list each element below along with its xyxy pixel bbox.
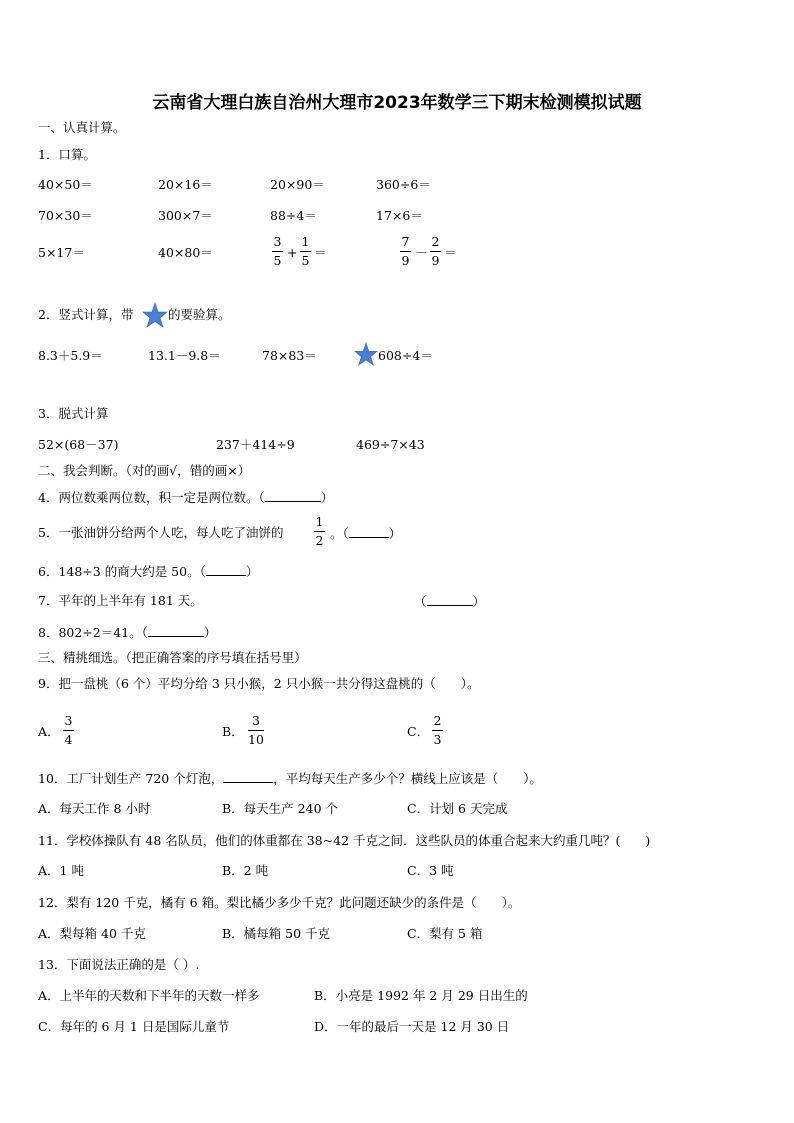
- option: A．上半年的天数和下半年的天数一样多: [38, 988, 260, 1003]
- vertical-item: 78×83＝: [262, 348, 317, 363]
- option: B．每天生产 240 个: [222, 801, 338, 816]
- answer-blank[interactable]: [206, 563, 246, 576]
- answer-blank[interactable]: [223, 770, 273, 783]
- oral-item: 5×17＝: [38, 245, 85, 260]
- equals: ＝: [444, 245, 457, 260]
- question-8: [38, 624, 216, 641]
- option: C．3 吨: [407, 863, 454, 878]
- question-10-text: 10．工厂计划生产 720 个灯泡，: [38, 771, 224, 786]
- question-9: 9．把一盘桃（6 个）平均分给 3 只小猴，2 只小猴一共分得这盘桃的（ ）。: [38, 676, 480, 691]
- question-7-text: 7．平年的上半年有 181 天。: [38, 593, 203, 608]
- close-paren: ）: [388, 526, 402, 541]
- step-item: 237＋414÷9: [216, 437, 295, 452]
- step-item: 52×(68－37): [38, 437, 119, 452]
- option: B．小亮是 1992 年 2 月 29 日出生的: [314, 988, 528, 1003]
- option: C．梨有 5 箱: [407, 926, 483, 941]
- question-5: [330, 525, 401, 542]
- question-6: [38, 563, 258, 580]
- section-1-heading: 一、认真计算。: [38, 120, 126, 135]
- oral-item: 300×7＝: [158, 208, 213, 223]
- page-title: 云南省大理白族自治州大理市2023年数学三下期末检测模拟试题: [152, 93, 642, 113]
- question-3: 3．脱式计算: [38, 406, 109, 421]
- equals: ＝: [314, 245, 327, 260]
- open-paren: （: [414, 594, 427, 609]
- answer-blank[interactable]: [349, 525, 389, 538]
- fraction: 1 2: [315, 514, 324, 548]
- question-6-text: 6．148÷3 的商大约是 50。（: [38, 564, 206, 579]
- question-11: 11．学校体操队有 48 名队员，他们的体重都在 38~42 千克之间．这些队员的体重合起来大约重几吨？( ): [38, 833, 651, 848]
- oral-item: 40×50＝: [38, 177, 93, 192]
- question-10-suffix: ，平均每天生产多少个？横线上应该是（ ）。: [273, 771, 542, 786]
- oral-item: 360÷6＝: [376, 177, 431, 192]
- question-7-answer: [414, 593, 485, 610]
- question-2-prefix: 2．竖式计算，带: [38, 307, 134, 322]
- option: A．1 吨: [38, 863, 84, 878]
- oral-item: 40×80＝: [158, 245, 213, 260]
- question-13: 13．下面说法正确的是（ ）.: [38, 957, 200, 972]
- option-fraction: 3 10: [248, 713, 264, 747]
- vertical-item: 8.3＋5.9＝: [38, 348, 103, 363]
- option-fraction: 2 3: [433, 713, 442, 747]
- section-2-heading: 二、我会判断。（对的画√，错的画×）: [38, 463, 251, 478]
- question-4-text: 4．两位数乘两位数，积一定是两位数。（: [38, 490, 265, 505]
- oral-item: 70×30＝: [38, 208, 93, 223]
- fraction: 1 5: [301, 234, 310, 268]
- oral-item: 20×90＝: [270, 177, 325, 192]
- option: A．梨每箱 40 千克: [38, 926, 146, 941]
- answer-blank[interactable]: [148, 624, 204, 637]
- question-12: 12．梨有 120 千克，橘有 6 箱。梨比橘少多少千克？此问题还缺少的条件是（ ）。: [38, 895, 521, 910]
- question-1: 1．口算。: [38, 147, 96, 162]
- oral-item: 20×16＝: [158, 177, 213, 192]
- close-paren: ）: [320, 490, 334, 505]
- option-label: A．: [38, 724, 60, 739]
- question-10: [38, 770, 542, 787]
- option: B．橘每箱 50 千克: [222, 926, 331, 941]
- option-label: C．: [407, 724, 430, 739]
- answer-blank[interactable]: [265, 489, 321, 502]
- step-item: 469÷7×43: [356, 437, 425, 452]
- operator: －: [415, 245, 428, 260]
- fraction: 7 9: [401, 234, 410, 268]
- star-icon: [354, 342, 378, 366]
- option: A．每天工作 8 小时: [38, 801, 151, 816]
- question-5-text: 5．一张油饼分给两个人吃，每人吃了油饼的: [38, 525, 284, 540]
- close-paren: ）: [203, 625, 217, 640]
- star-icon: [142, 302, 168, 328]
- option: C．计划 6 天完成: [407, 801, 508, 816]
- option-fraction: 3 4: [64, 713, 73, 747]
- oral-item: 88÷4＝: [270, 208, 317, 223]
- option: D．一年的最后一天是 12 月 30 日: [314, 1019, 510, 1034]
- option: C．每年的 6 月 1 日是国际儿童节: [38, 1019, 230, 1034]
- operator: +: [287, 245, 298, 260]
- oral-item: 17×6＝: [376, 208, 423, 223]
- answer-blank[interactable]: [427, 593, 473, 606]
- fraction: 3 5: [273, 234, 282, 268]
- section-3-heading: 三、精挑细选。（把正确答案的序号填在括号里）: [38, 650, 307, 665]
- option-label: B．: [222, 724, 244, 739]
- vertical-item: 13.1－9.8＝: [148, 348, 221, 363]
- option: B．2 吨: [222, 863, 269, 878]
- vertical-item: 608÷4＝: [378, 348, 433, 363]
- close-paren: ）: [472, 594, 486, 609]
- question-5-suffix: 。（: [330, 526, 349, 541]
- fraction: 2 9: [431, 234, 440, 268]
- question-8-text: 8．802÷2＝41。（: [38, 625, 148, 640]
- close-paren: ）: [245, 564, 259, 579]
- question-4: [38, 489, 333, 506]
- question-2-suffix: 的要验算。: [168, 307, 231, 322]
